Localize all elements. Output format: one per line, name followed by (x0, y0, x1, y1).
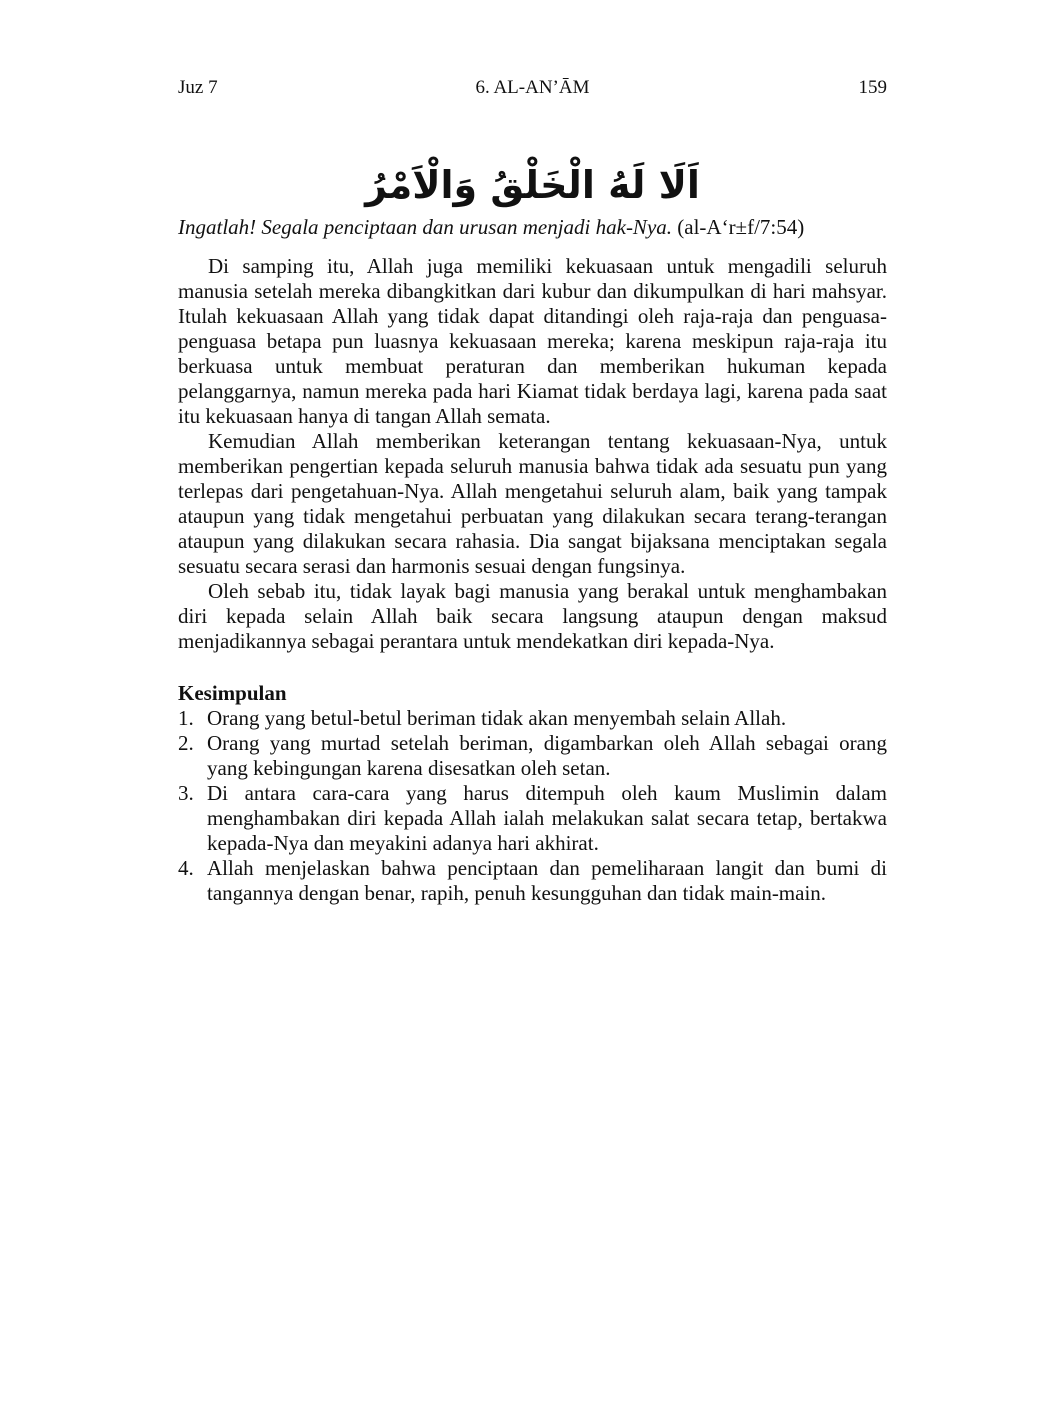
verse-translation-line (178, 214, 887, 241)
list-item-text: Orang yang betul-betul beriman tidak akan menyembah selain Allah. (207, 706, 787, 730)
surah-title: 6. AL-AN’ĀM (475, 77, 590, 98)
conclusion-list (178, 706, 887, 906)
list-item-text: Orang yang murtad setelah beriman, digambarkan oleh Allah sebagai orang yang kebingungan karena disesatkan oleh setan. (207, 731, 887, 780)
list-item-text: Di antara cara-cara yang harus ditempuh oleh kaum Muslimin dalam menghambakan diri kepada Allah ialah melakukan salat secara tetap, bertakwa kepada-Nya dan meyakini adanya hari akhirat. (207, 781, 887, 855)
list-item-number: 1. (178, 706, 194, 730)
paragraph: Oleh sebab itu, tidak layak bagi manusia yang berakal untuk menghambakan diri kepada selain Allah baik secara langsung ataupun dengan maksud menjadikannya sebagai perantara untuk mendekatkan diri kepada-Nya. (178, 579, 887, 653)
page-header (178, 76, 887, 102)
list-item-number: 4. (178, 856, 194, 880)
list-item (178, 731, 887, 781)
arabic-verse: اَلَا لَهُ الْخَلْقُ وَالْاَمْرُ (365, 163, 700, 207)
verse-translation: Ingatlah! Segala penciptaan dan urusan menjadi hak-Nya. (178, 215, 673, 239)
verse-reference: (al-A‘r±f/7:54) (677, 215, 805, 239)
conclusion-heading: Kesimpulan (178, 681, 287, 705)
list-item (178, 856, 887, 906)
page-number: 159 (858, 77, 887, 98)
juz-label: Juz 7 (178, 77, 218, 98)
list-item (178, 706, 887, 731)
paragraph: Di samping itu, Allah juga memiliki kekuasaan untuk mengadili seluruh manusia setelah mereka dibangkitkan dari kubur dan dikumpulkan di hari mahsyar. Itulah kekuasaan Allah yang tidak dapat ditandingi oleh raja-raja dan penguasa-penguasa betapa pun luasnya kekuasaan mereka; karena meskipun raja-raja itu berkuasa untuk membuat peraturan dan memberikan hukuman kepada pelanggarnya, namun mereka pada hari Kiamat tidak berdaya lagi, karena pada saat itu kekuasaan hanya di tangan Allah semata. (178, 254, 887, 428)
list-item-text: Allah menjelaskan bahwa penciptaan dan pemeliharaan langit dan bumi di tangannya dengan benar, rapih, penuh kesungguhan dan tidak main-main. (207, 856, 887, 905)
main-content (178, 254, 887, 906)
list-item-number: 3. (178, 781, 194, 805)
paragraph: Kemudian Allah memberikan keterangan tentang kekuasaan-Nya, untuk memberikan pengertian kepada seluruh manusia bahwa tidak ada sesuatu pun yang terlepas dari pengetahuan-Nya. Allah mengetahui seluruh alam, baik yang tampak ataupun yang tidak mengetahui perbuatan yang dilakukan secara terang-terangan ataupun yang dilakukan secara rahasia. Dia sangat bijaksana menciptakan segala sesuatu secara serasi dan harmonis sesuai dengan fungsinya. (178, 429, 887, 578)
list-item (178, 781, 887, 856)
list-item-number: 2. (178, 731, 194, 755)
